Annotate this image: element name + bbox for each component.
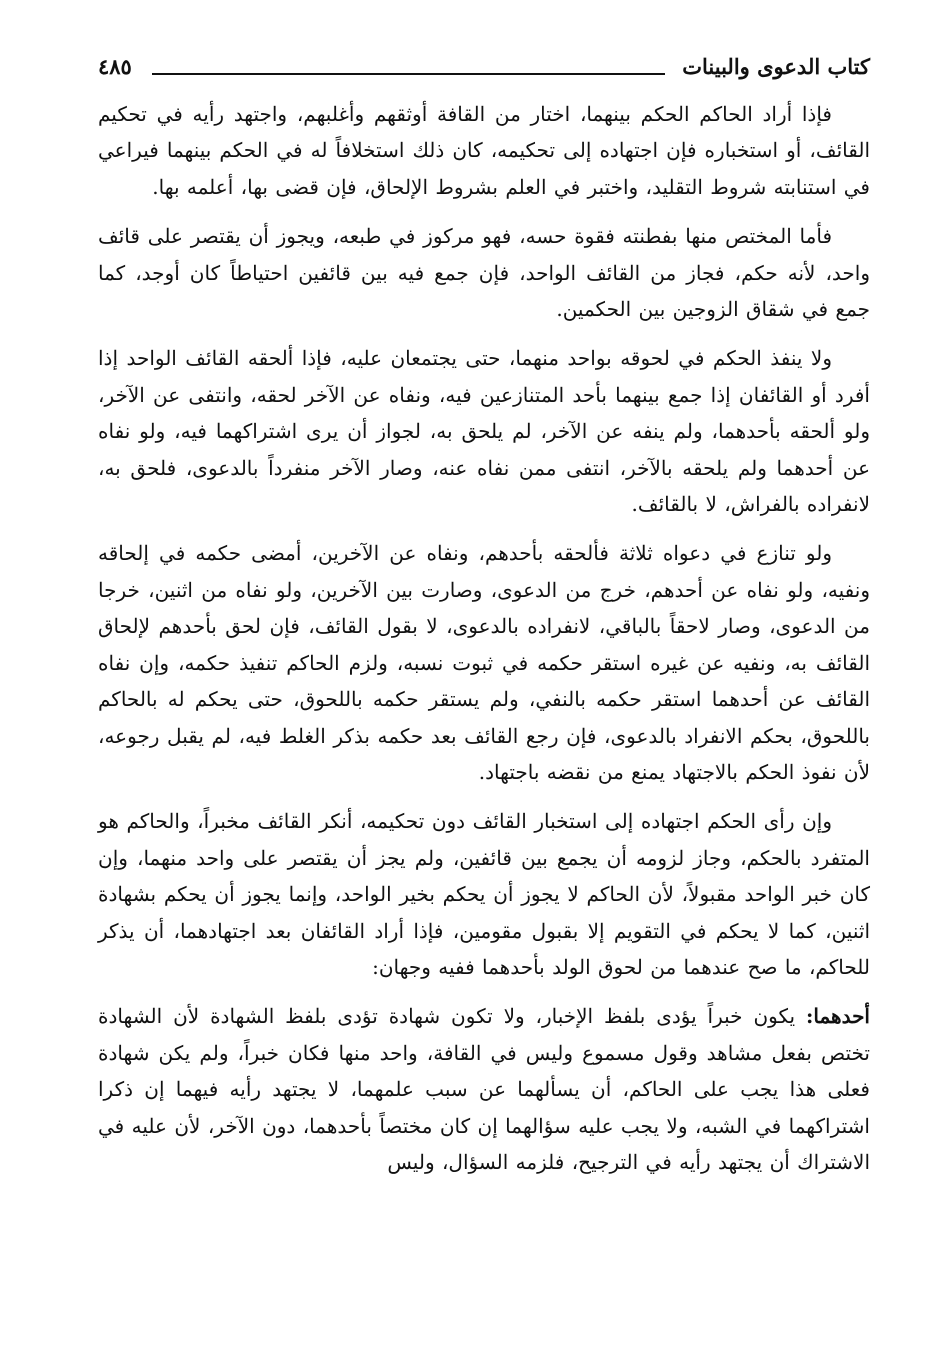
paragraph-6-text: يكون خبراً يؤدى بلفظ الإخبار، ولا تكون شهادة تؤدى بلفظ الشهادة لأن الشهادة تختص بفعل مشاهد وقول مسموع وليس في القافة، واحد منها فكان خبراً، ولم يكن شهادة فعلى هذا يجب على الحاكم، أن يسألهما عن سبب علمهما، لا يجتهد رأيه فيهما إن ذكرا اشتراكهما في الشبه، ولا يجب عليه سؤالهما إن كان مختصاً بأحدهما، دون الآخر، لأن عليه في الاشتراك أن يجتهد رأيه في الترجيح، فلزمه السؤال، وليس xyxy=(98,1004,870,1174)
paragraph-5: وإن رأى الحكم اجتهاده إلى استخبار القائف دون تحكيمه، أنكر القائف مخبراً، والحاكم هو المتفرد بالحكم، وجاز لزومه أن يجمع بين قائفين، ولم يجز أن يقتصر على واحد منهما، وإن كان خبر الواحد مقبولاً، لأن الحاكم لا يجوز أن يحكم بخير الواحد، وإنما يجوز أن يحكم بشهادة اثنين، كما لا يحكم في التقويم إلا بقبول مقومين، فإذا أراد القائفان بعد اجتهادهما، أن يذكر للحاكم، ما صح عندهما من لحوق الولد بأحدهما ففيه وجهان: xyxy=(98,809,870,979)
paragraph-6 xyxy=(98,998,870,1180)
chapter-title: كتاب الدعوى والبينات xyxy=(682,54,870,79)
paragraph-6-lead: أحدهما: xyxy=(805,1004,870,1029)
header-rule xyxy=(152,73,665,75)
body-text xyxy=(98,96,870,1193)
paragraph-3: ولا ينفذ الحكم في لحوقه بواحد منهما، حتى يجتمعان عليه، فإذا ألحقه القائف الواحد إذا أفرد أو القائفان إذا جمع بينهما بأحد المتنازعين فيه، ونفاه عن الآخر لحقه، وانتفى عن الآخر، ولو ألحقه بأحدهما، ولم ينفه عن الآخر، لم يلحق به، لجواز أن يرى اشتراكهما فيه، ولو نفاه عن أحدهما ولم يلحقه بالآخر، انتفى ممن نفاه عنه، وصار الآخر منفرداً بالدعوى، فلحق به، لانفراده بالفراش، لا بالقائف. xyxy=(98,346,870,517)
page-number: ٤٨٥ xyxy=(98,54,132,79)
paragraph-1: فإذا أراد الحاكم الحكم بينهما، اختار من القافة أوثقهم وأغلبهم، واجتهد رأيه في تحكيم القائف، أو استخباره فإن اجتهاده إلى تحكيمه، كان ذلك استخلافاً له في الحكم بينهما فيراعي في استنابته شروط التقليد، واختبر في العلم بشروط الإلحاق، فإن قضى بها، أعلمه بها. xyxy=(98,102,870,199)
paragraph-2: فأما المختص منها بفطنته فقوة حسه، فهو مركوز في طبعه، ويجوز أن يقتصر على قائف واحد، لأنه حكم، فجاز من القائف الواحد، فإن جمع فيه بين قائفين احتياطاً كان أوجد، كما جمع في شقاق الزوجين بين الحكمين. xyxy=(98,224,870,322)
page-header xyxy=(98,52,870,88)
paragraph-4: ولو تنازع في دعواه ثلاثة فألحقه بأحدهم، ونفاه عن الآخرين، أمضى حكمه في إلحاقه ونفيه، ولو نفاه عن أحدهم، خرج من الدعوى، وصارت بين الآخرين، ولو نفاه من اثنين، خرجا من الدعوى، وصار لاحقاً بالباقي، لانفراده بالدعوى، لا بقول القائف، فإن لحق بأحدهم لإلحاق القائف به، ونفيه عن غيره استقر حكمه في ثبوت نسبه، ولزم الحاكم تنفيذ حكمه، وإن نفاه القائف عن أحدهما استقر حكمه بالنفي، ولم يستقر حكمه باللحوق، حتى يحكم له بالحاكم باللحوق، بحكم الانفراد بالدعوى، فإن رجع القائف بعد حكمه بذكر الغلط فيه، لم يقبل رجوعه، لأن نفوذ الحكم بالاجتهاد يمنع من نقضه باجتهاد. xyxy=(98,541,870,784)
